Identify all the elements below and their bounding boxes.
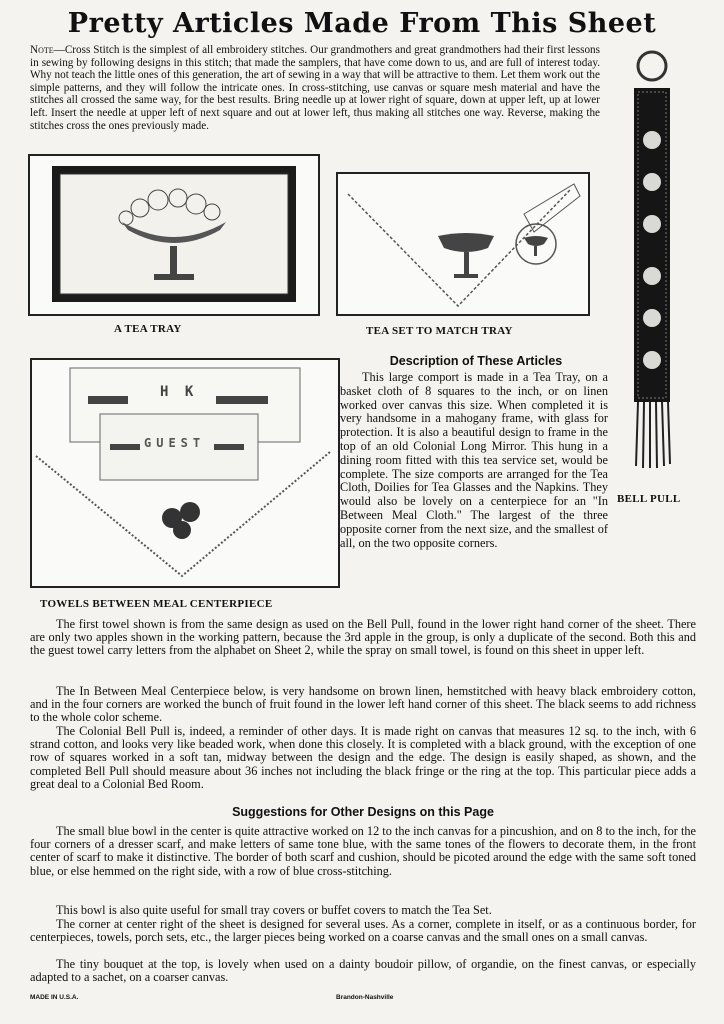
tea-tray-caption: A TEA TRAY: [114, 323, 182, 335]
towels-centerpiece-image: [30, 358, 340, 588]
towel-letters-top: H K: [160, 384, 198, 400]
paragraph-towels: The first towel shown is from the same design as used on the Bell Pull, found in the lower right hand corner of the sheet. There are only two apples shown in the working pattern, because the 3rd apple in the group, is only a duplicate of the second. Both this and the guest towel carry letters from the alphabet on Sheet 2, while the spray on small towel, is found on this sheet in upper left.: [30, 617, 696, 658]
paragraph-centerpiece: The In Between Meal Centerpiece below, is very handsome on brown linen, hemstitched with heavy black embroidery cotton, and in the four corners are worked the bunch of fruit found in the lower left hand corner of this sheet. The black seems to add richness to the whole color scheme.: [30, 684, 696, 725]
tea-set-caption: TEA SET TO MATCH TRAY: [366, 325, 513, 337]
bell-pull-caption: BELL PULL: [617, 493, 681, 505]
suggestion-paragraph: The small blue bowl in the center is quite attractive worked on 12 to the inch canvas for a pincushion, and on 8 to the inch, for the four corners of a dresser scarf, and make letters of same tone blue, with the same tones of the flowers to decorate them, in the front center of scarf to make it distinctive. The border of both scarf and cushion, should be picoted around the edge with the same soft toned blue, or else hemmed on the right side, with a row of blue cross-stitching.: [30, 824, 696, 878]
tea-tray-image: [28, 154, 320, 316]
page-title: Pretty Articles Made From This Sheet: [67, 8, 657, 39]
made-in-label: MADE IN U.S.A.: [30, 994, 79, 1001]
note-lead: Note: [30, 44, 54, 56]
bell-pull-image: [618, 48, 686, 476]
bell-pull-illustration: [618, 48, 686, 476]
description-heading: Description of These Articles: [389, 354, 563, 368]
paragraph-bell-pull: The Colonial Bell Pull is, indeed, a reminder of other days. It is made right on canvas that measures 12 sq. to the inch, with 6 strand cotton, and looks very like beaded work, when done this closely. It is completed with a black ground, with the exception of one row of squares worked in a soft tan, midway between the design and the edge. The design is easily shaped, as shown, and the completed Bell Pull should measure about 36 inches not including the black fringe or the ring at the top. This particular piece adds a great deal to a Colonial Bed Room.: [30, 724, 696, 791]
note-text: —Cross Stitch is the simplest of all embroidery stitches. Our grandmothers and great grandmothers had their first lessons in sewing by following designs in this stitch; that made the samplers, that have come down to us, and are full of interest today. Why not teach the little ones of this generation, the art of sewing in a way that will be attractive to them. Let them work out the simple patterns, and they will follow the intricate ones. In cross-stitching, use canvas or square mesh material and have the stitches all crossed the same way, for the best results. Bring needle up at lower right of square, down at upper left, up at lower left. Insert the needle at upper left of next square and out at lower left, thus making all stitches one way. Reverse, making the stitches cross the ones previously made.: [30, 44, 600, 132]
suggestion-paragraph: The tiny bouquet at the top, is lovely when used on a dainty boudoir pillow, of organdie, on the finest canvas, or especially adapted to a sachet, on a coarser canvas.: [30, 957, 696, 985]
tea-set-image: [336, 172, 590, 316]
suggestions-heading: Suggestions for Other Designs on this Page: [232, 805, 494, 819]
publisher-label: Brandon-Nashville: [336, 994, 394, 1001]
suggestion-paragraph: This bowl is also quite useful for small tray covers or buffet covers to match the Tea Set.: [56, 903, 492, 917]
tea-tray-illustration: [30, 156, 318, 314]
towels-caption: TOWELS BETWEEN MEAL CENTERPIECE: [40, 598, 273, 610]
description-text: This large comport is made in a Tea Tray, on a basket cloth of 8 squares to the inch, or on linen worked over canvas this size. When completed it is very handsome in a mahogany frame, with glass for protection. It is also a beautiful design to frame in the top of an old Colonial Long Mirror. This hung in a dining room fitted with this tea service set, would be complete. The size comports are arranged for the Tea Cloth, Doilies for Tea Glasses and the Napkins. They would also be lovely on a centerpiece for an "In Between Meal Cloth." The largest of the three opposite corner from the next size, and the smallest of all, on the two opposite corners.: [340, 370, 608, 550]
towel-letters-middle: GUEST: [144, 436, 206, 450]
tea-set-illustration: [338, 174, 588, 314]
suggestion-paragraph: The corner at center right of the sheet is designed for several uses. As a corner, complete in itself, or as a continuous border, for centerpieces, towels, porch sets, etc., the larger pieces being worked on a coarse canvas and the small ones on a small canvas.: [30, 917, 696, 945]
note-paragraph: [30, 44, 600, 132]
